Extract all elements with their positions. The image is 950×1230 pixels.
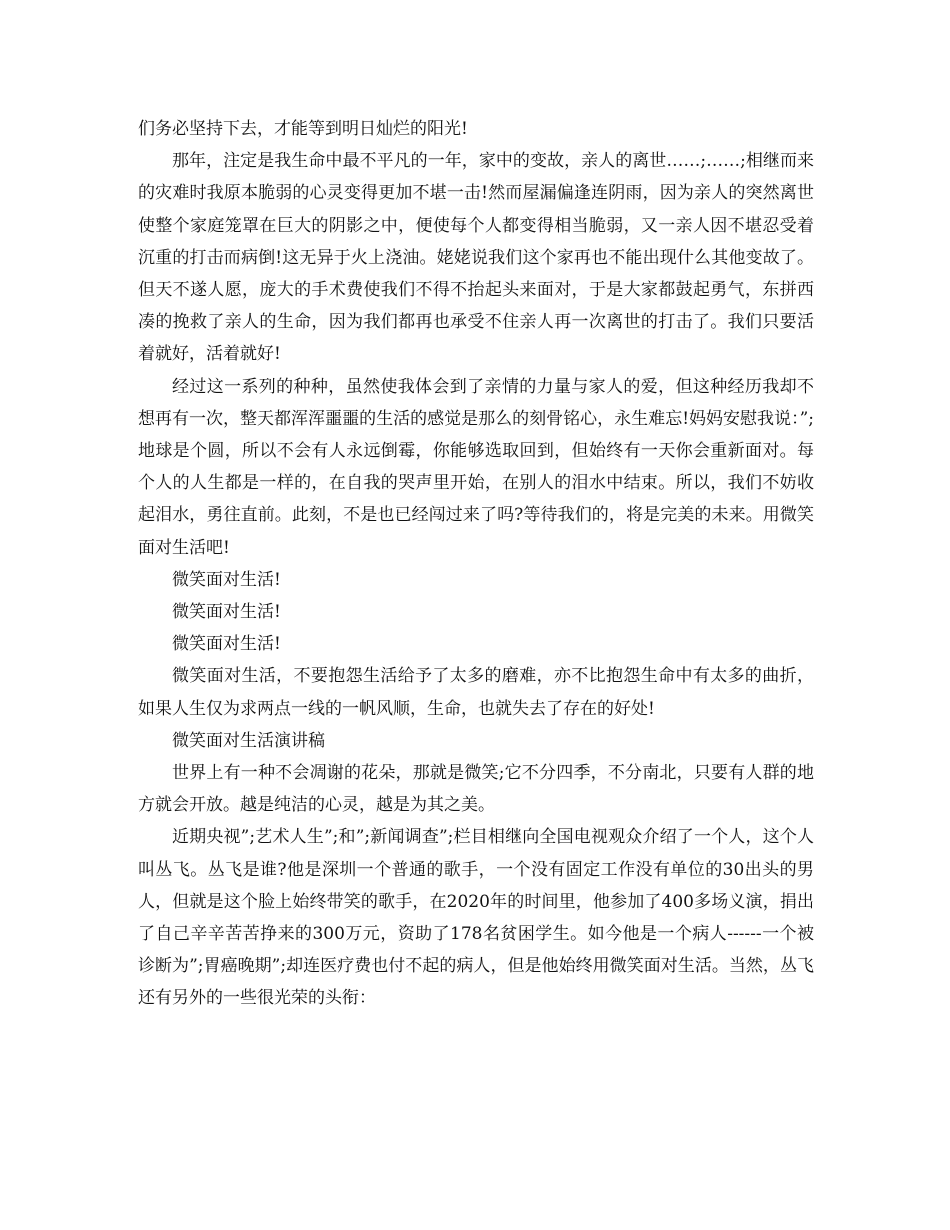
paragraph-10: 近期央视”;艺术人生”;和”;新闻调查”;栏目相继向全国电视观众介绍了一个人，这个人叫丛飞。丛飞是谁?他是深圳一个普通的歌手，一个没有固定工作没有单位的30出头的男人，但就是这个脸上始终带笑的歌手，在2020年的时间里，他参加了400多场义演，捐出了自己辛辛苦苦挣来的300万元，资助了178名贫困学生。如今他是一个病人------一个被诊断为”;胃癌晚期”;却连医疗费也付不起的病人，但是他始终用微笑面对生活。当然，丛飞还有另外的一些很光荣的头衔：	[138, 827, 814, 1009]
paragraph-7: 微笑面对生活，不要抱怨生活给予了太多的磨难，亦不比抱怨生命中有太多的曲折，如果人生仅为求两点一线的一帆风顺，生命，也就失去了存在的好处!	[138, 666, 814, 719]
section-heading: 微笑面对生活演讲稿	[172, 730, 325, 751]
paragraph-6: 微笑面对生活!	[172, 634, 281, 655]
paragraph-4: 微笑面对生活!	[172, 569, 281, 590]
paragraph-3: 经过这一系列的种种，虽然使我体会到了亲情的力量与家人的爱，但这种经历我却不想再有一次，整天都浑浑噩噩的生活的感觉是那么的刻骨铭心，永生难忘!妈妈安慰我说：”;地球是个圆，所以不会有人永远倒霉，你能够选取回到，但始终有一天你会重新面对。每个人的人生都是一样的，在自我的哭声里开始，在别人的泪水中结束。所以，我们不妨收起泪水，勇往直前。此刻，不是也已经闯过来了吗?等待我们的，将是完美的未来。用微笑面对生活吧!	[138, 376, 814, 558]
paragraph-5: 微笑面对生活!	[172, 602, 281, 623]
paragraph-2: 那年，注定是我生命中最不平凡的一年，家中的变故，亲人的离世……;……;相继而来的灾难时我原本脆弱的心灵变得更加不堪一击!然而屋漏偏逢连阴雨，因为亲人的突然离世使整个家庭笼罩在巨大的阴影之中，便使每个人都变得相当脆弱，又一亲人因不堪忍受着沉重的打击而病倒!这无异于火上浇油。姥姥说我们这个家再也不能出现什么其他变故了。但天不遂人愿，庞大的手术费使我们不得不抬起头来面对，于是大家都鼓起勇气，东拼西凑的挽救了亲人的生命，因为我们都再也承受不住亲人再一次离世的打击了。我们只要活着就好，活着就好!	[138, 151, 814, 365]
document-body	[138, 113, 814, 1015]
paragraph-9: 世界上有一种不会凋谢的花朵，那就是微笑;它不分四季，不分南北，只要有人群的地方就会开放。越是纯洁的心灵，越是为其之美。	[138, 763, 814, 816]
paragraph-1: 们务必坚持下去，才能等到明日灿烂的阳光!	[138, 119, 468, 139]
